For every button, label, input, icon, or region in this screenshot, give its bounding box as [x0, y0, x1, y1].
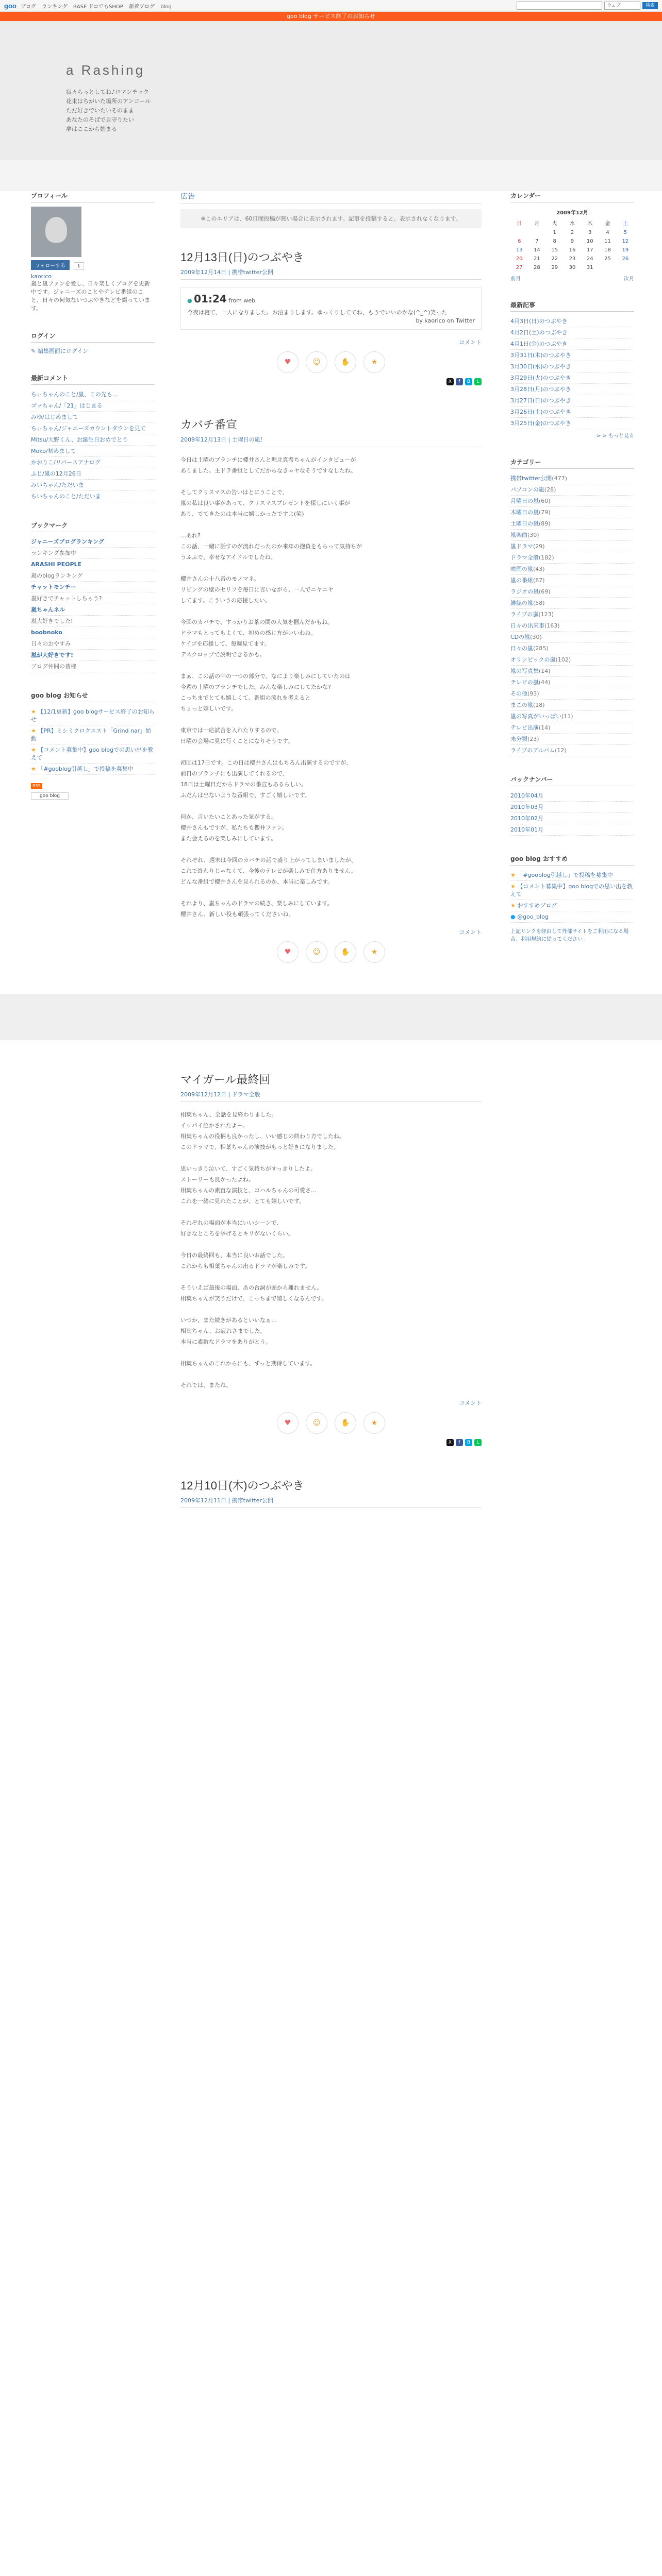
- category-item[interactable]: [510, 722, 634, 734]
- weekday-label: 木: [587, 221, 593, 227]
- calendar-next[interactable]: 次月: [624, 276, 634, 282]
- calendar-day: 2: [570, 230, 574, 235]
- search-button[interactable]: 検索: [642, 2, 658, 9]
- recommend-label: 【コメント募集中】goo blogでの思い出を教えて: [510, 883, 633, 897]
- clap-icon: ✋: [341, 358, 350, 366]
- category-name: 未分類: [510, 736, 527, 742]
- category-name: ドラマ全般: [510, 554, 539, 561]
- top-nav-item[interactable]: ブログ: [20, 4, 36, 10]
- recent-post-item[interactable]: 3月27日(日)のつぶやき: [510, 395, 634, 406]
- article-title[interactable]: マイガール最終回: [180, 1073, 271, 1086]
- category-name: 嵐の写真集: [510, 668, 539, 674]
- category-heading: カテゴリー: [510, 457, 634, 469]
- category-count: (58): [533, 600, 545, 606]
- bookmark-item[interactable]: boobnoko: [31, 627, 155, 638]
- category-name: 木曜日の嵐: [510, 509, 539, 516]
- category-name: テレビの嵐: [510, 679, 539, 686]
- recent-post-item[interactable]: 3月29日(火)のつぶやき: [510, 372, 634, 384]
- calendar-day: 15: [551, 247, 558, 253]
- calendar-day: 25: [604, 256, 611, 262]
- category-item[interactable]: [510, 620, 634, 632]
- category-name: 嵐ドラマ: [510, 543, 533, 550]
- category-name: パソコンの嵐: [510, 486, 544, 493]
- calendar-day: 20: [516, 256, 523, 262]
- article: [180, 249, 482, 385]
- calendar-day[interactable]: 13: [516, 247, 523, 253]
- goo-news-heading: goo blog お知らせ: [31, 691, 155, 702]
- clap-icon: ✋: [341, 1419, 350, 1427]
- tweet-header: [187, 293, 475, 305]
- category-item[interactable]: [510, 734, 634, 745]
- category-name: オリンピックの嵐: [510, 656, 556, 663]
- twitter-icon: ●: [510, 913, 518, 920]
- category-item[interactable]: [510, 564, 634, 575]
- heart-icon: ♥: [284, 358, 291, 366]
- category-item[interactable]: [510, 530, 634, 541]
- tweet-source: from web: [228, 297, 256, 304]
- calendar-day: 11: [604, 239, 611, 244]
- ad-heading: 広告: [180, 191, 482, 204]
- bookmark-item[interactable]: ジャニーズブログランキング: [31, 536, 155, 548]
- recommend-label: おすすめブログ: [517, 902, 557, 909]
- recent-comments-block: [31, 374, 155, 502]
- calendar-block: [510, 191, 634, 282]
- calendar-day: [510, 228, 528, 237]
- category-count: (44): [538, 679, 551, 686]
- calendar-day: 16: [569, 247, 576, 253]
- category-name: ラジオの嵐: [510, 588, 539, 595]
- category-name: テレビ出演: [510, 724, 539, 731]
- calendar-day: 14: [534, 247, 540, 253]
- tweet-text: 今夜は寝て、一人になりました。お泊まりします。ゆっくりしててね、もうでいいのかな(^_^)笑った: [187, 309, 448, 316]
- calendar-day: 1: [553, 230, 556, 235]
- article-title[interactable]: カバチ番宣: [180, 418, 238, 431]
- bookmark-item: ブログ仲間の皆様: [31, 661, 155, 672]
- comment-item[interactable]: みいちゃん/ただいま: [31, 480, 155, 491]
- backnumber-item[interactable]: 2010年04月: [510, 790, 634, 802]
- reaction-button[interactable]: [363, 351, 385, 373]
- bookmark-item[interactable]: 嵐ちゃんネル: [31, 604, 155, 616]
- comment-item[interactable]: ちぃちゃん/ジャニーズカウントダウンを見て: [31, 423, 155, 434]
- category-item[interactable]: [510, 654, 634, 666]
- category-name: 嵐の写真がいっぱい: [510, 713, 561, 720]
- article-body: 今日は土曜のブランチに櫻井さんと堀北真希ちゃんがインタビューが ありました。主ドラ番組としてだからなきゃヤなそうですなしたね。 そしてクリスマスの告いはとにうことで、 嵐の私は良い事があって、クリスマスプレゼントを探しにいく事が あり、でてきたのは本当に嬉しかったですよ(笑) …あれ? この話、一緒に話すのが流れだったのか来年の抱負をもらって気持ちが うふふで、幸せなアイドルでしたね。 櫻井さんの十八番のモノマネ。 リビングの壁のセリフを毎日に言いながら、一人でニヤニヤ してます。こういうの応援したい。 今回のカバチで、すっかりお茶の間の人気を掴んだかもね。 ドラマもとってもよくて、初めの感じ方がいいわね。 ケイゴを応援して、毎週見てます。 デスクロップで説明できるかも。 まぁ、この話の中の一つの部分で、なにより楽しみにしていたのは 今週の土曜のブランチでした。みんな楽しみにしてたかな? こっちまでとても嬉しくて、番組の流れを考えると ちょっと嬉しいです。 東京では一応試合を入れたりするので、 日曜の会場に見に行くことになりそうです。 初回は17日です。この日は櫻井さんはもちろん出演するのですが、 前日のブランチにも出演してくれるので、 18日は土曜日だからドラマの番宣もあるらしい。 ふだんは出ないような番組で、すごく嬉しいです。 何か、言いたいことあった気がする。 櫻井さんもですが、私たちも櫻井ファン。 また会えるのを楽しみにしています。 それぞれ、週末は今回のカバチの話で盛り上がってしまいましたが、 これで終わりじゃなくて、今後のテレビが楽しみで仕方ありません。 どんな番組で櫻井さんを見られるのか、本当に楽しみです。 それより、嵐ちゃんのドラマの続き、楽しみにしています。 櫻井さん、新しい役も頑張ってくださいね。: [180, 456, 362, 918]
- category-count: (14): [538, 724, 551, 731]
- article-body: 相葉ちゃん、全話を見終わりました。 イッパイ泣かされたよー。 相葉ちゃんの役柄も良かったし、いい感じの終わり方でしたね。 このドラマで、相葉ちゃんの演技がもっと好きになりました。 思いっきり泣いて、すごく気持ちがすっきりしたよ。 ストーリーも良かったよね。 相葉ちゃんの素直な演技と、コハルちゃんの可愛さ… これを一緒に見れたことが、とても嬉しいです。 それぞれの場面が本当にいいシーンで、 好きなところを挙げるとキリがないくらい。 今日の最終回も、本当に良いお話でした。 これからも相葉ちゃんの出るドラマが楽しみです。 そういえば最後の場面、あの台詞が頭から離れません。 相葉ちゃんが笑うだけで、こっちまで嬉しくなるんです。 いつか、また続きがあるといいなぁ… 相葉ちゃん、お疲れさまでした。 本当に素敵なドラマをありがとう。 相葉ちゃんのこれからにも、ずっと期待しています。 それでは、またね。: [180, 1111, 345, 1388]
- category-item[interactable]: [510, 484, 634, 496]
- category-item[interactable]: [510, 518, 634, 530]
- tweet-time[interactable]: 01:24: [194, 293, 227, 305]
- article-title[interactable]: 12月10日(木)のつぶやき: [180, 1479, 304, 1492]
- recent-post-item[interactable]: 3月25日(金)のつぶやき: [510, 418, 634, 429]
- calendar-day: 26: [622, 256, 629, 262]
- calendar-day: 9: [570, 239, 574, 244]
- share-row: [180, 378, 482, 385]
- comment-item[interactable]: ふじ/嵐の12月26日: [31, 468, 155, 480]
- heart-icon: ♥: [284, 948, 291, 956]
- category-count: (163): [544, 622, 560, 629]
- recent-post-item[interactable]: 3月26日(土)のつぶやき: [510, 406, 634, 418]
- main-column: [180, 191, 482, 1539]
- category-item[interactable]: [510, 711, 634, 722]
- category-count: (18): [533, 702, 545, 708]
- article-title[interactable]: 12月13日(日)のつぶやき: [180, 251, 304, 264]
- calendar-day: 4: [606, 230, 609, 235]
- profile-description: 嵐と嵐ファンを愛し、日々楽しくブログを更新中です。ジャニーズのことやテレビ番組のこと、日々の何気ないつぶやきなどを綴っています。: [31, 280, 150, 312]
- login-link-label: 編集画面にログイン: [37, 348, 89, 354]
- star-icon: ★: [510, 872, 518, 878]
- right-sidebar: [510, 191, 634, 962]
- bookmark-item: ランキング参加中: [31, 548, 155, 559]
- category-item[interactable]: [510, 677, 634, 688]
- recommend-item[interactable]: [510, 911, 634, 923]
- category-count: (93): [527, 690, 539, 697]
- weekday-label: 水: [569, 221, 575, 227]
- top-bar: [0, 0, 662, 12]
- recommend-item[interactable]: [510, 881, 634, 900]
- recent-post-item[interactable]: 4月3日(日)のつぶやき: [510, 316, 634, 327]
- reaction-button[interactable]: [335, 941, 356, 963]
- comment-item[interactable]: かおりこ/リバースアナログ: [31, 457, 155, 468]
- top-nav-item[interactable]: 新着ブログ: [129, 4, 155, 10]
- recommend-label: 「#gooblog引越し」で投稿を募集中: [517, 872, 613, 878]
- star-icon: ★: [31, 727, 38, 734]
- recommend-item[interactable]: [510, 870, 634, 881]
- reaction-button[interactable]: [363, 941, 385, 963]
- calendar-day: 27: [516, 265, 523, 270]
- category-name: 携帯twitter公開: [510, 475, 552, 482]
- category-name: ライブのアルバム: [510, 747, 555, 754]
- left-sidebar: [31, 191, 155, 818]
- top-nav-item[interactable]: BASE ドコでもSHOP: [73, 4, 123, 10]
- avatar: [31, 207, 81, 257]
- reaction-button[interactable]: [277, 941, 299, 963]
- category-item[interactable]: [510, 541, 634, 552]
- category-item[interactable]: [510, 473, 634, 484]
- category-count: (23): [527, 736, 539, 742]
- profile-name[interactable]: kaorico: [31, 273, 52, 280]
- calendar-day: 19: [622, 247, 629, 253]
- recommend-block: [510, 854, 634, 943]
- bookmark-item: 日々のおやすみ: [31, 638, 155, 650]
- x-share-icon[interactable]: X: [446, 1439, 454, 1446]
- goo-logo[interactable]: goo: [4, 2, 16, 10]
- category-count: (87): [533, 577, 545, 584]
- category-name: その他: [510, 690, 527, 697]
- bookmark-heading: ブックマーク: [31, 521, 155, 532]
- category-count: (102): [555, 656, 571, 663]
- category-count: (29): [533, 543, 545, 550]
- ad-notice: ※このエリアは、60日間投稿が無い場合に表示されます。記事を投稿すると、表示されなくなります。: [180, 209, 482, 228]
- comment-link[interactable]: コメント: [459, 929, 482, 936]
- category-name: 嵐の番組: [510, 577, 533, 584]
- reaction-button[interactable]: [306, 351, 327, 373]
- comment-item[interactable]: ゴッちゃん/「21」はじまる: [31, 400, 155, 412]
- category-item[interactable]: [510, 700, 634, 711]
- star-icon: ★: [31, 766, 38, 772]
- comment-link[interactable]: コメント: [459, 1400, 482, 1406]
- follow-button[interactable]: フォローする: [31, 260, 70, 270]
- calendar-day: 3: [588, 230, 592, 235]
- top-nav-item[interactable]: blog: [160, 4, 172, 10]
- reaction-row: [180, 941, 482, 963]
- category-item[interactable]: [510, 609, 634, 620]
- category-name: 嵐楽曲: [510, 532, 527, 538]
- category-count: (79): [539, 509, 551, 516]
- blog-header: [0, 21, 662, 160]
- category-count: (28): [544, 486, 556, 493]
- article-meta[interactable]: 2009年12月13日 | 土曜日の嵐！: [180, 435, 482, 447]
- smile-icon: ☺: [312, 358, 321, 366]
- calendar-day: 23: [569, 256, 576, 262]
- recent-post-item[interactable]: 4月1日(金)のつぶやき: [510, 338, 634, 350]
- goo-news-item[interactable]: [31, 725, 155, 744]
- facebook-share-icon[interactable]: f: [456, 378, 463, 385]
- search-scope-select[interactable]: ウェブ: [604, 2, 640, 10]
- follow-count: 1: [74, 262, 84, 270]
- article-meta[interactable]: 2009年12月12日 | ドラマ全般: [180, 1090, 482, 1102]
- calendar-day: 10: [586, 239, 593, 244]
- goo-news-label: 【PR】ミシミクロクエスト「Grind nar」始動: [31, 727, 152, 742]
- blog-title[interactable]: a Rashing: [66, 62, 145, 78]
- category-count: (11): [561, 713, 573, 720]
- goo-news-label: 【コメント募集中】goo blogでの思い出を教えて: [31, 747, 154, 761]
- share-row: [180, 1439, 482, 1446]
- backnumber-item[interactable]: 2010年01月: [510, 824, 634, 836]
- profile-heading: プロフィール: [31, 191, 155, 202]
- calendar-day: 5: [623, 230, 627, 235]
- login-heading: ログイン: [31, 331, 155, 343]
- calendar-day: 21: [534, 256, 540, 262]
- category-name: 日々の出来事: [510, 622, 544, 629]
- reaction-row: [180, 1412, 482, 1434]
- category-item[interactable]: [510, 598, 634, 609]
- calendar-day: [528, 228, 545, 237]
- calendar-day: 30: [569, 265, 576, 270]
- calendar-heading: カレンダー: [510, 191, 634, 202]
- pencil-icon: ✎: [31, 348, 38, 354]
- rss-icon[interactable]: RSS: [31, 783, 42, 789]
- calendar-day: 17: [586, 247, 593, 253]
- category-name: 日々の嵐: [510, 645, 533, 652]
- bookmark-item[interactable]: チャットモンチー: [31, 582, 155, 593]
- comment-item[interactable]: ちぃちゃんのこと/嵐、この先も…: [31, 389, 155, 400]
- article: [180, 1477, 482, 1508]
- calendar-caption: 2009年12月: [556, 210, 588, 216]
- reaction-button[interactable]: [335, 1412, 356, 1434]
- category-name: CDの嵐: [510, 634, 531, 640]
- calendar-day: 6: [517, 239, 521, 244]
- category-count: (89): [539, 520, 551, 527]
- category-count: (477): [552, 475, 567, 482]
- category-count: (30): [527, 532, 539, 538]
- bookmark-item[interactable]: ARASHI PEOPLE: [31, 559, 155, 570]
- star-icon: ★: [371, 1419, 378, 1427]
- comment-item[interactable]: みゆ/はじめまして: [31, 412, 155, 423]
- category-item[interactable]: [510, 632, 634, 643]
- bookmark-block: [31, 521, 155, 672]
- star-icon: ★: [510, 902, 518, 909]
- recommend-note[interactable]: 上記リンクを経由して外部サイトをご利用になる場合、利用規約に従ってください。: [510, 929, 629, 942]
- article-meta[interactable]: 2009年12月11日 | 携帯twitter公開: [180, 1496, 482, 1508]
- category-item[interactable]: [510, 586, 634, 598]
- reaction-button[interactable]: [277, 351, 299, 373]
- backnumber-heading: バックナンバー: [510, 775, 634, 786]
- bookmark-item: 嵐好きでチャットしちゃう?: [31, 593, 155, 604]
- calendar-day: 22: [551, 256, 558, 262]
- weekday-label: 火: [552, 221, 557, 227]
- goo-news-label: 「#gooblog引越し」で投稿を募集中: [38, 766, 134, 772]
- goo-news-block: [31, 691, 155, 800]
- top-nav-item[interactable]: ランキング: [42, 4, 68, 10]
- category-item[interactable]: [510, 666, 634, 677]
- comment-item[interactable]: Moko/初めまして: [31, 446, 155, 457]
- recent-posts-block: [510, 300, 634, 439]
- goo-news-item[interactable]: [31, 744, 155, 764]
- recommend-item[interactable]: [510, 900, 634, 911]
- recent-comments-heading: 最新コメント: [31, 374, 155, 385]
- category-count: (14): [539, 668, 551, 674]
- reaction-button[interactable]: [306, 1412, 327, 1434]
- calendar-day: 7: [535, 239, 539, 244]
- calendar-prev[interactable]: 前月: [510, 276, 521, 282]
- bird-icon: ●: [187, 297, 192, 304]
- category-count: (182): [539, 554, 554, 561]
- category-count: (12): [555, 747, 567, 754]
- category-name: 月曜日の嵐: [510, 498, 539, 504]
- comment-item[interactable]: Mitsu/大野くん、お誕生日おめでとう: [31, 434, 155, 446]
- category-name: まごの嵐: [510, 702, 533, 708]
- goo-news-label: 【12/1更新】goo blogサービス終了のお知らせ: [31, 708, 155, 723]
- smile-icon: ☺: [312, 1419, 321, 1427]
- article: [180, 416, 482, 963]
- header-spacer: [0, 160, 662, 191]
- category-item[interactable]: [510, 688, 634, 700]
- weekday-label: 日: [517, 221, 522, 227]
- reaction-button[interactable]: [306, 941, 327, 963]
- top-nav: [21, 2, 176, 10]
- star-icon: ★: [371, 948, 378, 956]
- weekday-label: 土: [622, 221, 628, 227]
- category-item[interactable]: [510, 507, 634, 518]
- category-count: (285): [533, 645, 549, 652]
- heart-icon: ♥: [284, 1419, 291, 1427]
- calendar-day: 24: [586, 256, 593, 262]
- weekday-label: 金: [605, 221, 610, 227]
- category-item[interactable]: [510, 575, 634, 586]
- hatena-share-icon[interactable]: B: [465, 1439, 472, 1446]
- recommend-heading: goo blog おすすめ: [510, 854, 634, 866]
- article: [180, 1071, 482, 1446]
- clap-icon: ✋: [341, 948, 350, 956]
- backnumber-item[interactable]: 2010年02月: [510, 813, 634, 824]
- calendar: [510, 207, 634, 272]
- category-count: (30): [530, 634, 542, 640]
- recent-post-item[interactable]: 4月2日(土)のつぶやき: [510, 327, 634, 338]
- blog-description: 寂々らっとしてね♪ロマンチック 花束はちがいた場所のアンコール ただ好きでいたいそのまま あなたのそばで見守りたい 夢はここから始まる: [66, 89, 151, 132]
- hatena-share-icon[interactable]: B: [465, 378, 472, 385]
- login-link[interactable]: [31, 347, 155, 355]
- star-icon: ★: [31, 747, 38, 753]
- category-item[interactable]: [510, 745, 634, 756]
- category-item[interactable]: [510, 643, 634, 654]
- category-item[interactable]: [510, 552, 634, 564]
- reaction-row: [180, 351, 482, 373]
- backnumber-block: [510, 775, 634, 836]
- category-block: [510, 457, 634, 756]
- category-name: 土曜日の嵐: [510, 520, 539, 527]
- login-block: [31, 331, 155, 355]
- category-name: ライブの嵐: [510, 611, 539, 618]
- service-notice-text[interactable]: goo blog サービス終了のお知らせ: [287, 13, 375, 20]
- goo-news-item[interactable]: [31, 764, 155, 775]
- search-input[interactable]: [517, 2, 602, 10]
- calendar-day: 12: [622, 239, 629, 244]
- calendar-day: 28: [534, 265, 540, 270]
- goo-news-item[interactable]: [31, 706, 155, 725]
- category-count: (69): [539, 588, 551, 595]
- star-icon: ★: [510, 883, 518, 890]
- category-item[interactable]: [510, 496, 634, 507]
- weekday-label: 月: [534, 221, 540, 227]
- calendar-day: 29: [551, 265, 558, 270]
- recent-post-item[interactable]: 3月30日(水)のつぶやき: [510, 361, 634, 372]
- service-notice-banner[interactable]: [0, 12, 662, 21]
- category-name: 雑誌の嵐: [510, 600, 533, 606]
- calendar-day: [617, 263, 634, 272]
- recent-post-item[interactable]: 3月31日(木)のつぶやき: [510, 350, 634, 361]
- tweet-byline[interactable]: by kaorico on Twitter: [416, 317, 475, 324]
- bookmark-item[interactable]: 嵐が大好きです!: [31, 650, 155, 661]
- star-icon: ★: [31, 708, 38, 715]
- profile-block: [31, 191, 155, 313]
- line-share-icon[interactable]: L: [474, 1439, 482, 1446]
- calendar-day: 31: [586, 265, 593, 270]
- backnumber-item[interactable]: 2010年03月: [510, 802, 634, 813]
- recent-post-item[interactable]: 3月28日(月)のつぶやき: [510, 384, 634, 395]
- line-share-icon[interactable]: L: [474, 378, 482, 385]
- smile-icon: ☺: [312, 948, 321, 956]
- reaction-button[interactable]: [277, 1412, 299, 1434]
- reaction-button[interactable]: [335, 351, 356, 373]
- facebook-share-icon[interactable]: f: [456, 1439, 463, 1446]
- article-meta[interactable]: 2009年12月14日 | 携帯twitter公開: [180, 268, 482, 280]
- recommend-label: @goo_blog: [517, 913, 549, 920]
- category-name: 映画の嵐: [510, 566, 533, 572]
- reaction-button[interactable]: [363, 1412, 385, 1434]
- recent-posts-heading: 最新記事: [510, 300, 634, 312]
- tweet-card: [180, 287, 482, 330]
- calendar-day: [599, 263, 616, 272]
- section-divider: [0, 994, 662, 1040]
- comment-item[interactable]: ちいちゃんのこと/ただいま: [31, 491, 155, 502]
- recent-posts-more[interactable]: > > もっと見る: [596, 433, 634, 439]
- category-count: (60): [539, 498, 551, 504]
- star-icon: ★: [371, 358, 378, 366]
- comment-link[interactable]: コメント: [459, 339, 482, 346]
- calendar-day: 18: [604, 247, 611, 253]
- top-search: [517, 2, 658, 10]
- calendar-day: 8: [553, 239, 556, 244]
- category-count: (123): [538, 611, 554, 618]
- goo-blog-badge[interactable]: goo blog: [31, 792, 69, 800]
- bookmark-item: 嵐のblogランキング: [31, 570, 155, 582]
- x-share-icon[interactable]: X: [446, 378, 454, 385]
- bookmark-item: 嵐大好きでした!: [31, 616, 155, 627]
- category-count: (43): [533, 566, 545, 572]
